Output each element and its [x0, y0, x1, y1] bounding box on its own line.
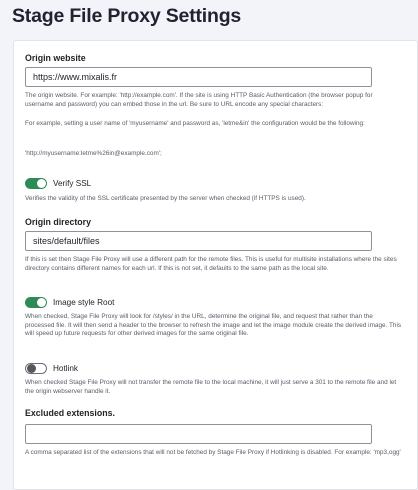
origin-directory-label: Origin directory — [25, 217, 91, 227]
hotlink-toggle[interactable] — [25, 363, 47, 374]
origin-website-example: For example, setting a user name of 'myusername' and password as, 'letme&in' the configuration would be the following: — [25, 120, 365, 127]
origin-directory-description: If this is set then Stage File Proxy will use a different path for the remote files. This is useful for multisite installations where the sites directory contains different names for each url. If this is not set, it defaults to the same path as the local site. — [25, 256, 397, 272]
toggle-knob — [37, 179, 46, 188]
image-style-root-label: Image style Root — [53, 298, 115, 307]
origin-website-description: The origin website. For example: 'http://example.com'. If the site is using HTTP Basic Authentication (the browser popup for username and password) you can embed those in the url. Be sure to URL encode any special characters: — [25, 92, 373, 108]
verify-ssl-label: Verify SSL — [53, 179, 92, 188]
toggle-knob — [37, 298, 46, 307]
origin-directory-input[interactable] — [25, 231, 372, 251]
settings-form — [13, 40, 418, 490]
origin-website-example-url: 'http://myusername:letme%26in@example.com'; — [25, 150, 162, 157]
toggle-knob — [27, 364, 36, 373]
verify-ssl-toggle[interactable] — [25, 178, 47, 189]
image-style-root-toggle[interactable] — [25, 297, 47, 308]
excluded-extensions-description: A comma separated list of the extensions that will not be fetched by Stage File Proxy if Hotlinking is disabled. For example: 'mp3,ogg' — [25, 449, 401, 456]
origin-website-label: Origin website — [25, 53, 86, 63]
origin-website-input[interactable] — [25, 67, 372, 87]
hotlink-label: Hotlink — [53, 364, 79, 373]
verify-ssl-description: Verifies the validity of the SSL certificate presented by the server when checked (if HTTPS is used). — [25, 195, 306, 202]
image-style-root-description: When checked, Stage File Proxy will look for /styles/ in the URL, determine the original file, and request that rather than the processed file. It will then send a header to the browser to refresh the image and let the image module create the derived image. This will speed up future requests for other derived images for the same original file. — [25, 313, 402, 338]
page-title: Stage File Proxy Settings — [12, 5, 242, 27]
excluded-extensions-label: Excluded extensions. — [25, 408, 115, 418]
excluded-extensions-input[interactable] — [25, 424, 372, 444]
hotlink-description: When checked Stage File Proxy will not transfer the remote file to the local machine, it will just serve a 301 to the remote file and let the origin webserver handle it. — [25, 379, 397, 395]
